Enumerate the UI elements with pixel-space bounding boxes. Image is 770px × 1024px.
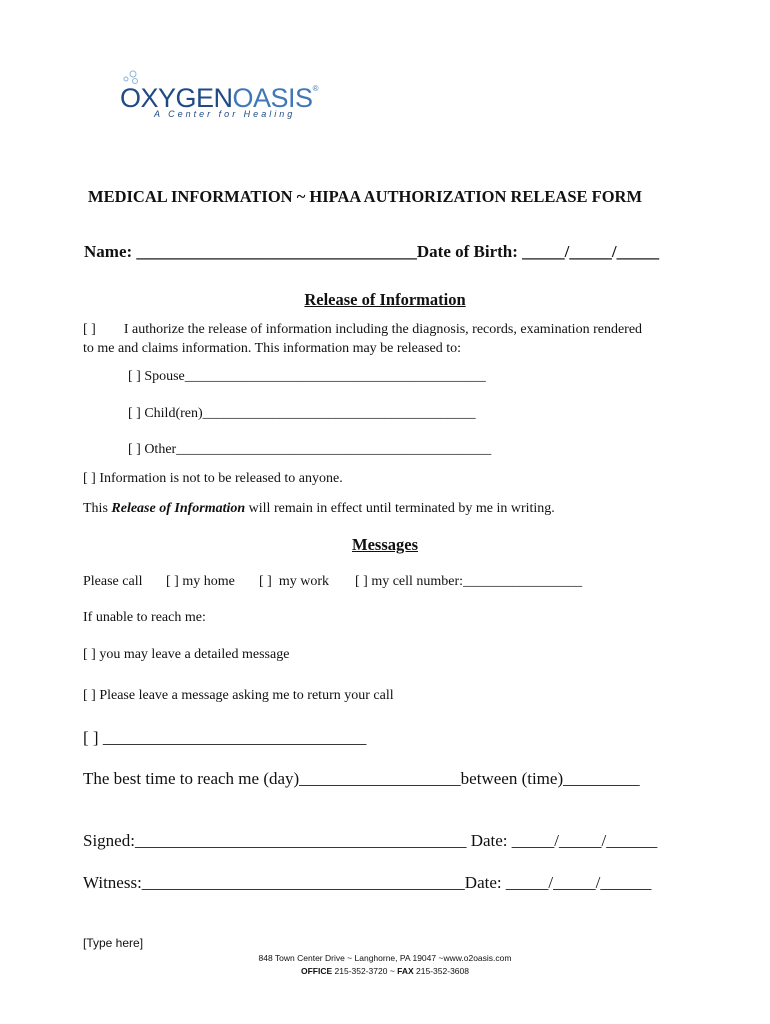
- detailed-message-checkbox[interactable]: [ ] you may leave a detailed message: [83, 647, 290, 662]
- footer-contact: [0, 966, 770, 976]
- office-number: 215-352-3720 ~: [332, 966, 398, 976]
- my-cell-field[interactable]: [ ] my cell number:_________________: [355, 574, 583, 589]
- unable-label: If unable to reach me:: [83, 610, 206, 625]
- form-title: MEDICAL INFORMATION ~ HIPAA AUTHORIZATION RELEASE FORM: [88, 187, 643, 206]
- office-label: OFFICE: [301, 966, 333, 976]
- my-home-checkbox[interactable]: [ ] my home: [166, 574, 235, 589]
- release-heading: Release of Information: [304, 290, 466, 309]
- children-field[interactable]: [ ] Child(ren)_______________________________________: [128, 406, 476, 421]
- best-time-field[interactable]: The best time to reach me (day)___________________between (time)_________: [83, 769, 640, 788]
- signed-field[interactable]: Signed:_______________________________________ Date: _____/_____/______: [83, 831, 658, 850]
- effect-emphasis: Release of Information: [111, 501, 246, 516]
- spouse-field[interactable]: [ ] Spouse___________________________________________: [128, 369, 486, 384]
- logo-name-oxygen: OXYGEN: [120, 83, 233, 113]
- messages-heading: Messages: [352, 535, 418, 554]
- effect-suffix: will remain in effect until terminated by me in writing.: [245, 501, 555, 516]
- authorize-checkbox-line[interactable]: [ ] I authorize the release of information including the diagnosis, records, examination rendered: [83, 322, 643, 337]
- logo-name-oasis: OASIS: [232, 83, 313, 113]
- logo-registered: ®: [312, 84, 318, 93]
- logo-wordmark: [120, 85, 318, 112]
- footer-address: 848 Town Center Drive ~ Langhorne, PA 19047 ~www.o2oasis.com: [258, 953, 512, 963]
- authorize-line-2: to me and claims information. This information may be released to:: [83, 341, 462, 356]
- not-released-checkbox[interactable]: [ ] Information is not to be released to anyone.: [83, 471, 343, 486]
- other-message-field[interactable]: [ ] _______________________________: [83, 728, 367, 747]
- my-work-checkbox[interactable]: [ ] my work: [259, 574, 329, 589]
- please-call-label: Please call: [83, 574, 143, 589]
- type-here-placeholder: [Type here]: [83, 936, 144, 950]
- witness-field[interactable]: Witness:______________________________________Date: _____/_____/______: [83, 873, 652, 892]
- name-dob-field[interactable]: Name: _________________________________Date of Birth: _____/_____/_____: [84, 242, 660, 261]
- return-call-checkbox[interactable]: [ ] Please leave a message asking me to return your call: [83, 688, 394, 703]
- fax-label: FAX: [397, 966, 414, 976]
- other-field[interactable]: [ ] Other_____________________________________________: [128, 442, 492, 457]
- effect-statement: [83, 501, 555, 517]
- fax-number: 215-352-3608: [413, 966, 469, 976]
- effect-prefix: This: [83, 501, 112, 516]
- company-logo: [116, 70, 336, 130]
- logo-tagline: A Center for Healing: [154, 109, 296, 119]
